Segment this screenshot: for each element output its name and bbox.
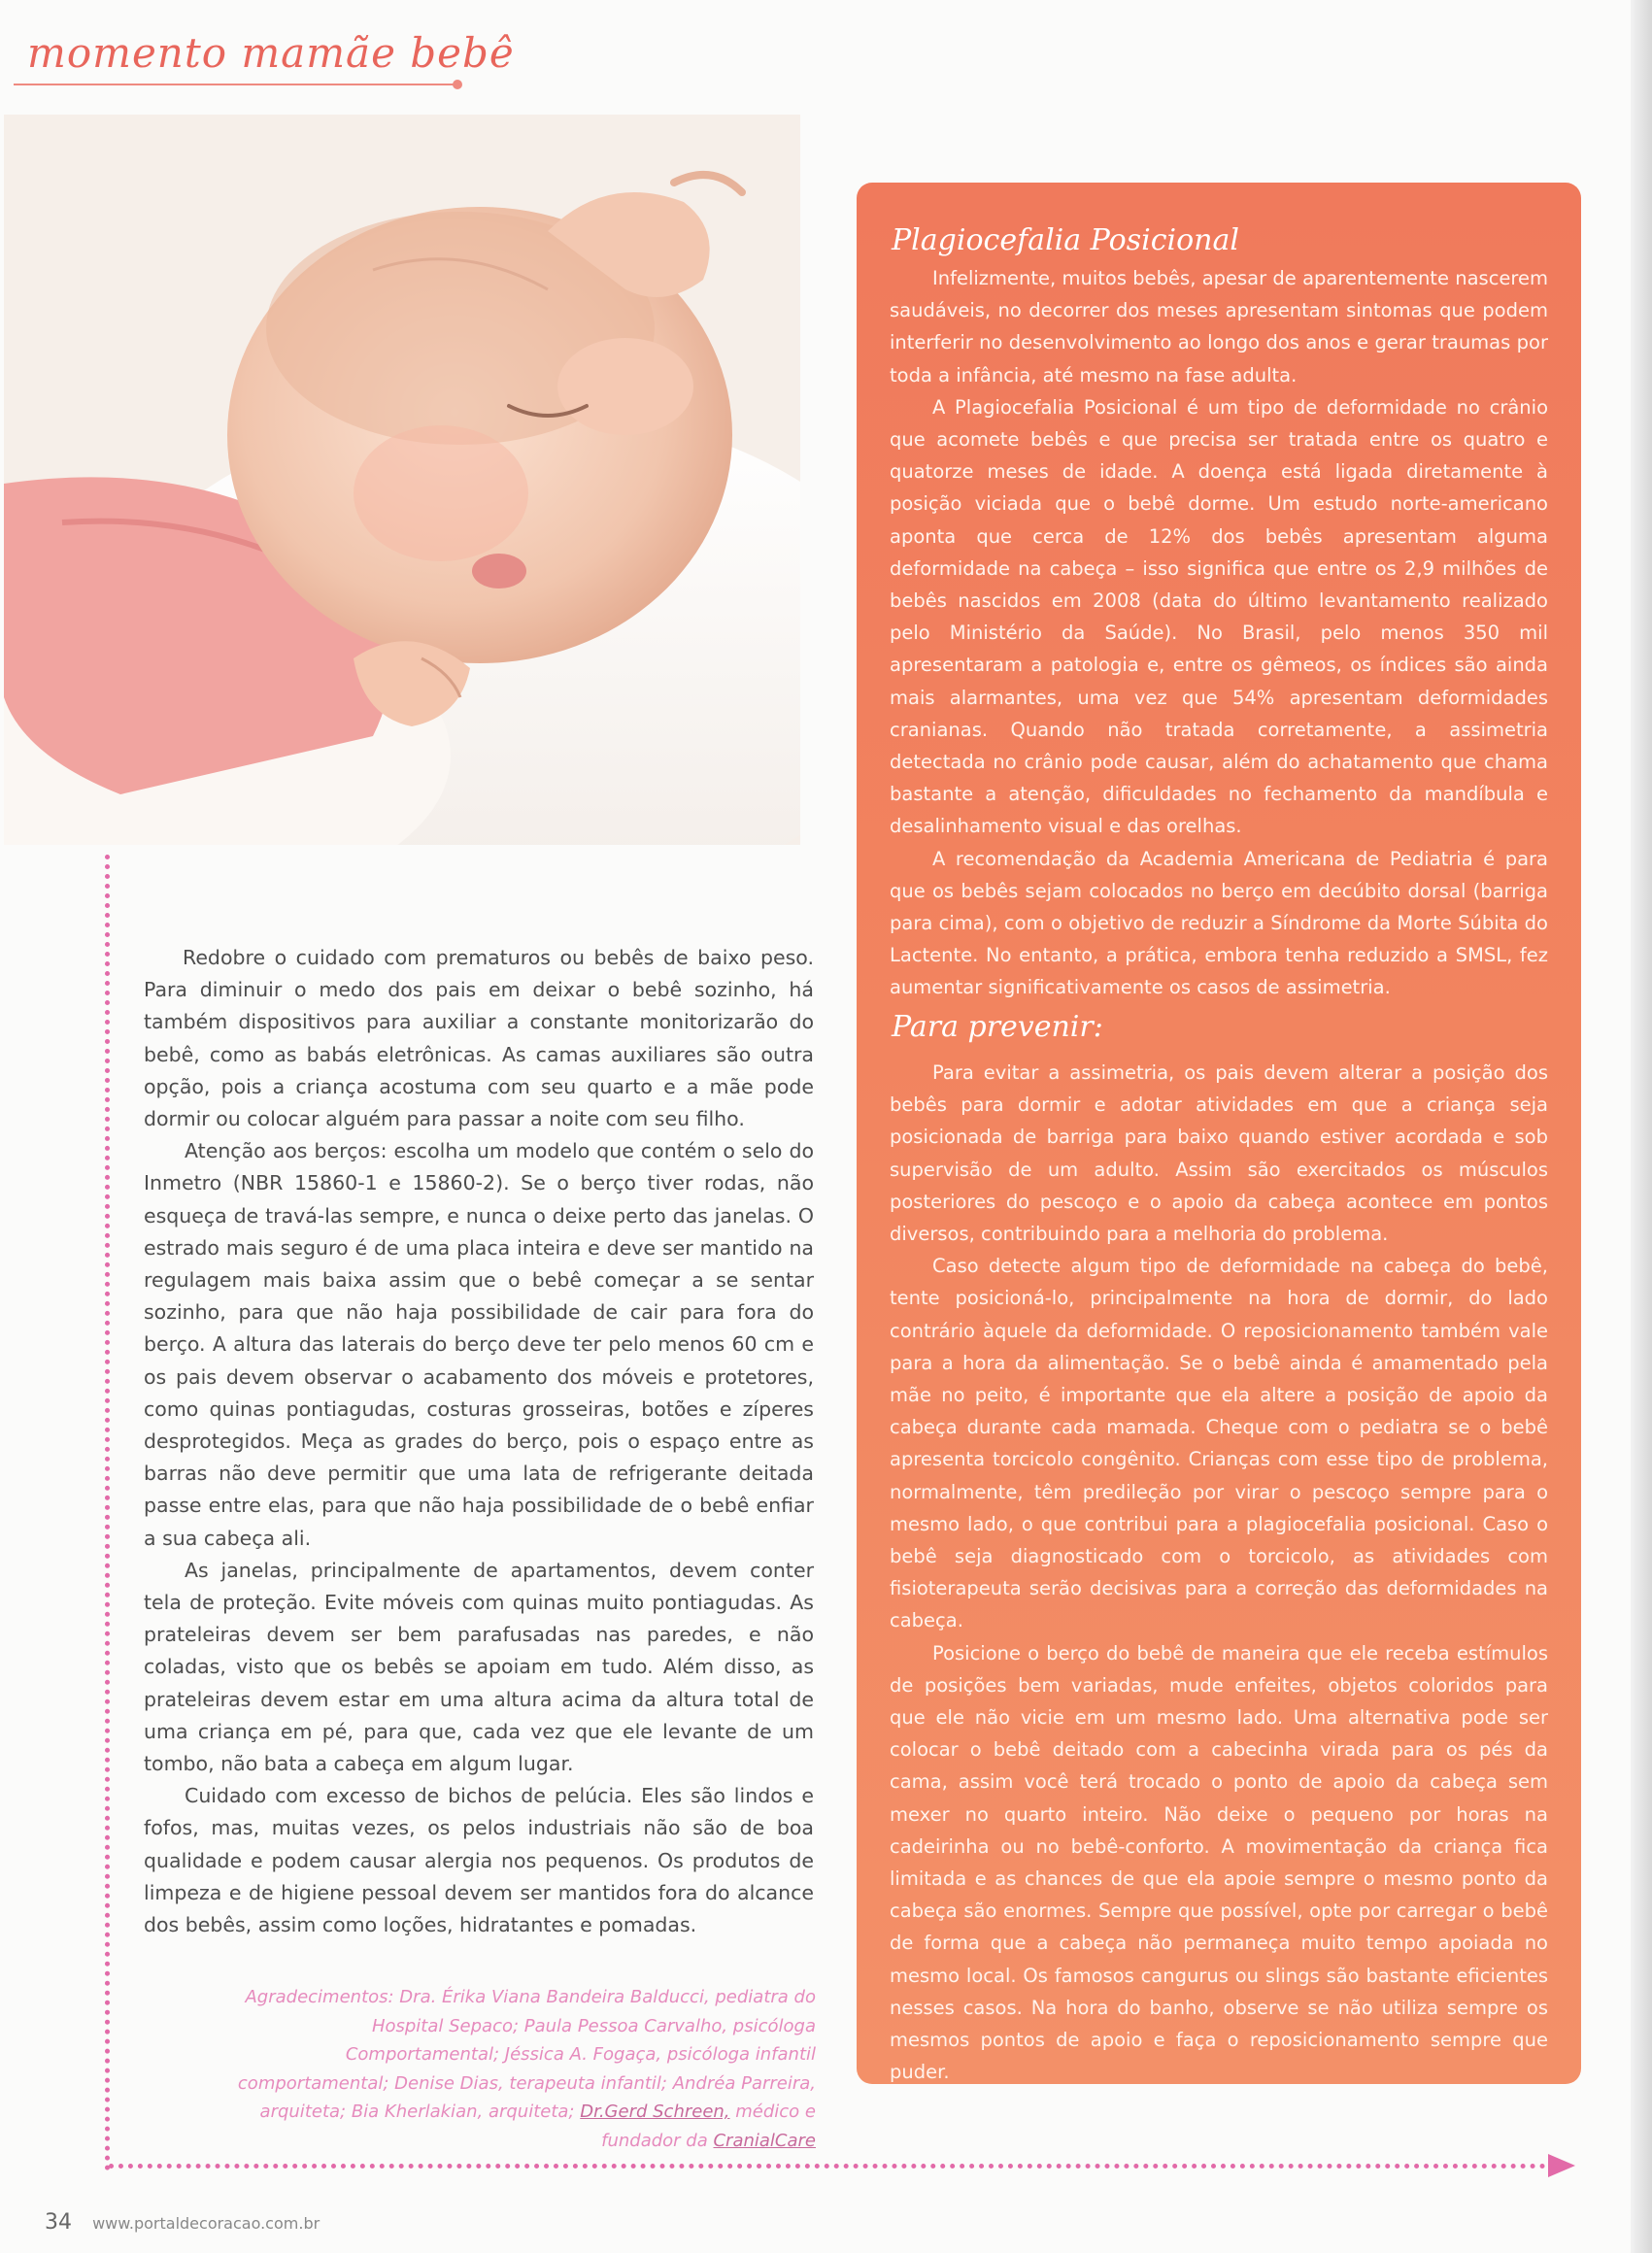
plagiocefalia-sidebar — [857, 183, 1581, 2084]
dotted-vertical-divider — [105, 855, 110, 2171]
sidebar-heading-prevenir: Para prevenir: — [892, 1010, 1103, 1044]
credits-text-start: Agradecimentos: Dra. Érika Viana Bandeira Balducci, pediatra do Hospital Sepaco; Paula Pessoa Carvalho, psicóloga Comportamental; Jéssica A. Fogaça, psicóloga infantil comportamental; Denise Dias, terapeuta infantil; Andréa Parreira, arquiteta; Bia Kherlakian, arquiteta; — [237, 1987, 816, 2122]
dotted-horizontal-divider — [109, 2164, 1546, 2169]
sidebar-paragraph-5: Caso detecte algum tipo de deformidade na cabeça do bebê, tente posicioná-lo, principalmente na hora de dormir, do lado contrário àquele da deformidade. O reposicionamento também vale para a hora da alimentação. Se o bebê ainda é amamentado pela mãe no peito, é importante que ela altere a posição de apoio da cabeça durante cada mamada. Cheque com o pediatra se o bebê apresenta torcicolo congênito. Crianças com esse tipo de problema, normalmente, têm predileção por virar o pescoço sempre para o mesmo lado, o que contribui para a plagiocefalia posicional. Caso o bebê seja diagnosticado com o torcicolo, as atividades com fisioterapeuta serão decisivas para a correção das deformidades na cabeça. — [890, 1255, 1548, 1632]
doctor-link[interactable]: Dr.Gerd Schreen, — [580, 2102, 730, 2122]
body-paragraph-1: Redobre o cuidado com prematuros ou bebês de baixo peso. Para diminuir o medo dos pais em deixar o bebê sozinho, há também dispositivos para auxiliar a constante monitorizarão do bebê, como as babás eletrônicas. As camas auxiliares são outra opção, pois a criança acostuma com seu quarto e a mãe pode dormir ou colocar alguém para passar a noite com seu filho. — [144, 946, 814, 1131]
arrow-right-icon — [1548, 2154, 1575, 2177]
sidebar-text-plagiocefalia — [890, 262, 1548, 1004]
sidebar-paragraph-2: A Plagiocefalia Posicional é um tipo de deformidade no crânio que acomete bebês e que precisa ser tratada entre os quatro e quatorze meses de idade. A doença está ligada diretamente à posição viciada que o bebê dorme. Um estudo norte-americano aponta que cerca de 12% dos bebês apresentam alguma deformidade na cabeça – isso significa que entre os 2,9 milhões de bebês nascidos em 2008 (data do último levantamento realizado pelo Ministério da Saúde). No Brasil, pelo menos 350 mil apresentaram a patologia e, entre os gêmeos, os índices são ainda mais alarmantes, uma vez que 54% apresentam deformidades cranianas. Quando não tratada corretamente, a assimetria detectada no crânio pode causar, além do achatamento que chama bastante a atenção, dificuldades no fechamento da mandíbula e desalinhamento visual e das orelhas. — [890, 395, 1548, 838]
header-rule — [14, 84, 455, 85]
sidebar-heading-plagiocefalia: Plagiocefalia Posicional — [892, 223, 1239, 257]
sidebar-paragraph-6: Posicione o berço do bebê de maneira que ele receba estímulos de posições bem variadas, mude enfeites, objetos coloridos para que ele não vicie em um mesmo lado. Uma alternativa pode ser colocar o bebê deitado com a cabecinha virada para os pés da cama, assim você terá trocado o ponto de apoio da cabeça sem mexer no quarto inteiro. Não deixe o pequeno por horas na cadeirinha ou no bebê-conforto. A movimentação da criança fica limitada e as chances de que ela apoie sempre o mesmo ponto da cabeça são enormes. Sempre que possível, opte por carregar o bebê de forma que a cabeça não permaneça muito tempo apoiada no mesmo local. Os famosos cangurus ou slings são bastante eficientes nesses casos. Na hora do banho, observe se não utiliza sempre os mesmos pontos de apoio e faça o reposicionamento sempre que puder. — [890, 1641, 1548, 2084]
page-footer — [45, 2210, 320, 2235]
credits-text-middle: médico e fundador da — [601, 2102, 816, 2151]
body-paragraph-2: Atenção aos berços: escolha um modelo que contém o selo do Inmetro (NBR 15860-1 e 15860-2). Se o berço tiver rodas, não esqueça de travá-las sempre, e nunca o deixe perto das janelas. O estrado mais seguro é de uma placa inteira e deve ser mantido na regulagem mais baixa assim que o bebê começar a se sentar sozinho, para que não haja possibilidade de cair para fora do berço. A altura das laterais do berço deve ter pelo menos 60 cm e os pais devem observar o acabamento dos móveis e protetores, como quinas pontiagudas, costuras grosseiras, botões e zíperes desprotegidos. Meça as grades do berço, pois o espaço entre as barras não deve permitir que uma lata de refrigerante deitada passe entre elas, para que não haja possibilidade de o bebê enfiar a sua cabeça ali. — [144, 1139, 814, 1550]
sleeping-baby-illustration — [4, 115, 800, 845]
sleeping-baby-photo — [4, 115, 800, 845]
body-paragraph-4: Cuidado com excesso de bichos de pelúcia. Eles são lindos e fofos, mas, muitas vezes, os pelos industriais não são de boa qualidade e podem causar alergia nos pequenos. Os produtos de limpeza e de higiene pessoal devem ser mantidos fora do alcance dos bebês, assim como loções, hidratantes e pomadas. — [144, 1784, 814, 1937]
sidebar-text-prevenir — [890, 1057, 1548, 2089]
page-number: 34 — [45, 2210, 72, 2235]
header-rule-dot — [453, 80, 462, 89]
site-url-link[interactable]: www.portaldecoracao.com.br — [92, 2214, 320, 2233]
cranialcare-link[interactable]: CranialCare — [713, 2130, 816, 2151]
page-binding-shadow — [1631, 0, 1652, 2253]
acknowledgements — [233, 1983, 816, 2155]
article-body — [144, 942, 814, 1941]
sidebar-paragraph-4: Para evitar a assimetria, os pais devem alterar a posição dos bebês para dormir e adotar atividades em que a criança seja posicionada de barriga para baixo quando estiver acordada e sob supervisão de um adulto. Assim são exercitados os músculos posteriores do pescoço e o apoio da cabeça acontece em pontos diversos, contribuindo para a melhoria do problema. — [890, 1061, 1548, 1246]
sidebar-paragraph-3: A recomendação da Academia Americana de Pediatria é para que os bebês sejam colocados no berço em decúbito dorsal (barriga para cima), com o objetivo de reduzir a Síndrome da Morte Súbita do Lactente. No entanto, a prática, embora tenha reduzido a SMSL, fez aumentar significativamente os casos de assimetria. — [890, 847, 1548, 999]
section-title: momento mamãe bebê — [27, 29, 515, 77]
body-paragraph-3: As janelas, principalmente de apartamentos, devem conter tela de proteção. Evite móveis com quinas muito pontiagudas. As prateleiras devem ser bem parafusadas nas paredes, e não coladas, visto que os bebês se apoiam em tudo. Além disso, as prateleiras devem estar em uma altura acima da altura total de uma criança em pé, para que, cada vez que ele levante de um tombo, não bata a cabeça em algum lugar. — [144, 1558, 814, 1776]
sidebar-paragraph-1: Infelizmente, muitos bebês, apesar de aparentemente nascerem saudáveis, no decorrer dos meses apresentam sintomas que podem interferir no desenvolvimento ao longo dos anos e gerar traumas por toda a infância, até mesmo na fase adulta. — [890, 267, 1548, 387]
